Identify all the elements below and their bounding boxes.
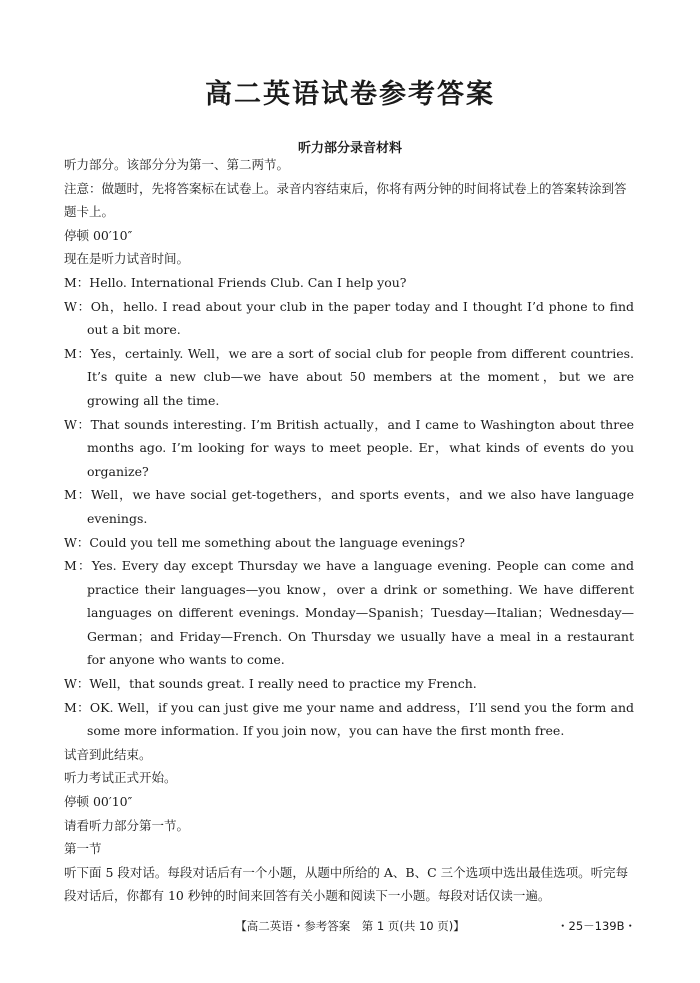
- dialogue-line: M：OK. Well，if you can just give me your name and address，I’ll send you the form and some more information. If you join now，you can have the first month free.: [64, 699, 634, 739]
- paragraph: 听力部分。该部分分为第一、第二两节。: [64, 157, 290, 172]
- dialogue-line: M：Hello. International Friends Club. Can I help you?: [64, 274, 407, 290]
- footer-page-info: 【高二英语・参考答案 第 1 页(共 10 页)】: [235, 919, 465, 933]
- paragraph: 停顿 00′10″: [64, 227, 133, 243]
- paragraph: 停顿 00′10″: [64, 794, 133, 810]
- dialogue-line: W：That sounds interesting. I’m British actually，and I came to Washington about three months ago. I’m looking for ways to meet people. Er，what kinds of events do you organize?: [64, 416, 634, 479]
- paragraph: 现在是听力试音时间。: [64, 251, 190, 267]
- paragraph: 第一节: [64, 841, 102, 857]
- paragraph: 试音到此结束。: [64, 746, 152, 762]
- paragraph: 请看听力部分第一节。: [64, 817, 190, 833]
- dialogue-line: W：Oh，hello. I read about your club in the paper today and I thought I’d phone to find out a bit more.: [64, 298, 634, 338]
- dialogue-line: M：Yes，certainly. Well，we are a sort of social club for people from different countries. It’s quite a new club—we have about 50 members at the moment，but we are growing all the time.: [64, 345, 634, 408]
- paragraph: 听下面 5 段对话。每段对话后有一个小题，从题中所给的 A、B、C 三个选项中选出最佳选项。听完每段对话后，你都有 10 秒钟的时间来回答有关小题和阅读下一小题。每段对话仅读一遍。: [64, 864, 629, 904]
- section-heading: 听力部分录音材料: [297, 141, 402, 156]
- dialogue-line: M：Yes. Every day except Thursday we have a language evening. People can come and practice their languages—you know，over a drink or something. We have different languages on different evenings. Monday—Spanish；Tuesday—Italian；Wednesday—German；and Friday—French. On Thursday we usually have a meal in a restaurant for anyone who wants to come.: [64, 558, 634, 668]
- document-title: 高二英语试卷参考答案: [205, 79, 495, 110]
- dialogue-line: W：Could you tell me something about the language evenings?: [64, 534, 465, 550]
- page-footer: [0, 916, 700, 938]
- paragraph: 听力考试正式开始。: [64, 770, 177, 786]
- paragraph: 注意：做题时，先将答案标在试卷上。录音内容结束后，你将有两分钟的时间将试卷上的答案转涂到答题卡上。: [64, 180, 627, 220]
- dialogue-line: W：Well，that sounds great. I really need to practice my French.: [64, 676, 477, 692]
- dialogue-line: M：Well，we have social get-togethers，and sports events，and we also have language evenings.: [64, 487, 634, 526]
- footer-code: ・25－139B・: [557, 919, 636, 933]
- document-body: [64, 153, 634, 908]
